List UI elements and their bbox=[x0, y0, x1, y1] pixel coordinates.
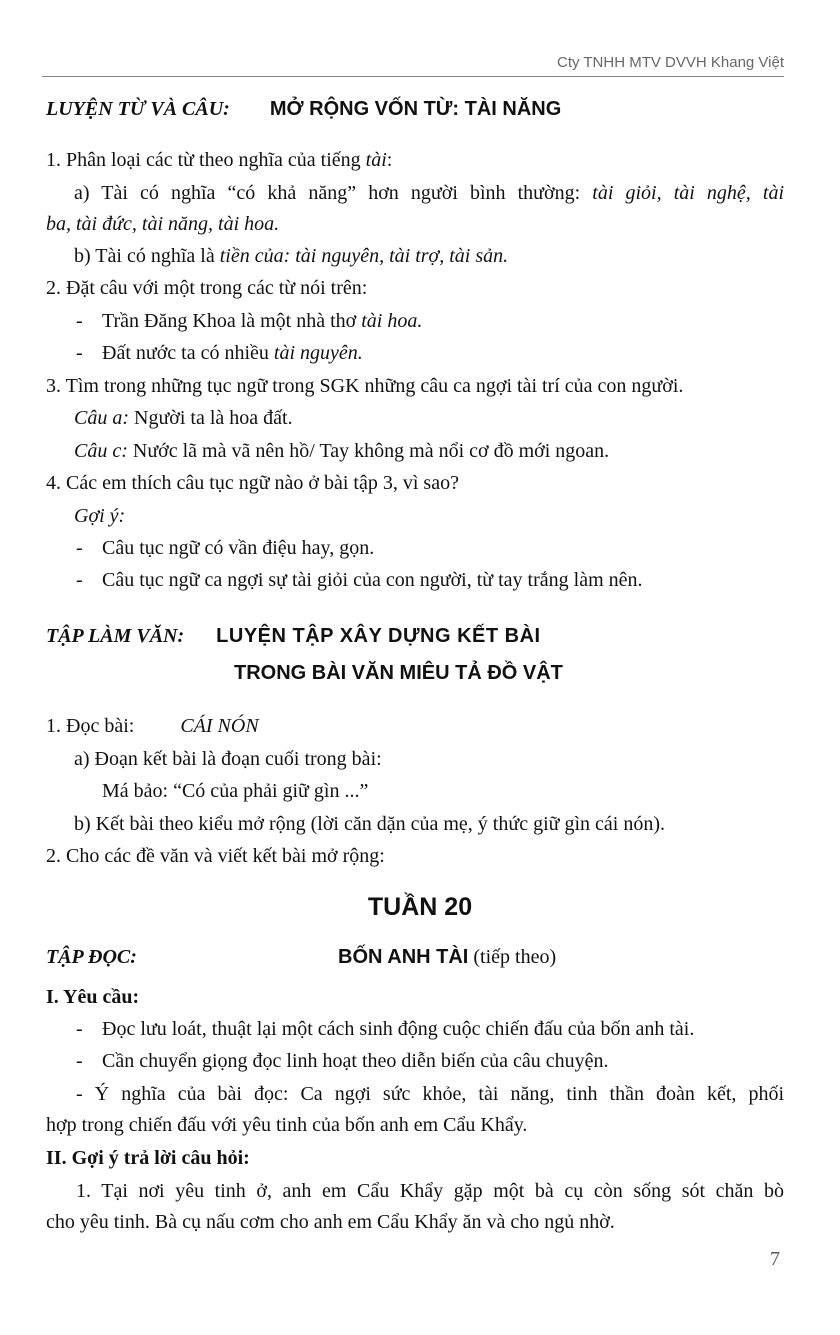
header-rule bbox=[42, 76, 784, 77]
reading-title: BỐN ANH TÀI bbox=[338, 946, 469, 968]
week-heading: TUẦN 20 bbox=[367, 893, 473, 921]
question-text: 1. Phân loại các từ theo nghĩa của tiếng bbox=[46, 149, 366, 171]
reading-title-line bbox=[338, 943, 784, 971]
list-item bbox=[46, 339, 784, 367]
list-item bbox=[46, 534, 784, 562]
requirements-heading: I. Yêu cầu: bbox=[46, 986, 140, 1008]
question-2: 2. Đặt câu với một trong các từ nói trên: bbox=[46, 277, 368, 299]
answer-1b bbox=[74, 242, 784, 270]
italic-label: Câu c: bbox=[74, 440, 128, 462]
answer-1a-line1 bbox=[74, 179, 784, 207]
answer-text: a) Tài có nghĩa “có khả năng” hơn người bình thường: bbox=[74, 182, 593, 204]
answer-b: b) Kết bài theo kiểu mở rộng (lời căn dặn của mẹ, ý thức giữ gìn cái nón). bbox=[74, 813, 665, 835]
proverb-a bbox=[74, 404, 784, 432]
dash-marker: - bbox=[76, 1050, 83, 1072]
item-text: Câu tục ngữ ca ngợi sự tài giỏi của con người, từ tay trắng làm nên. bbox=[102, 569, 643, 591]
dash-marker: - bbox=[76, 537, 83, 559]
proverb-c bbox=[74, 437, 784, 465]
question-3: 3. Tìm trong những tục ngữ trong SGK những câu ca ngợi tài trí của con người. bbox=[46, 375, 684, 397]
proverb-text: Nước lã mà vã nên hồ/ Tay không mà nổi cơ đồ mới ngoan. bbox=[127, 440, 610, 462]
item-text: Đọc lưu loát, thuật lại một cách sinh động cuộc chiến đấu của bốn anh tài. bbox=[102, 1018, 695, 1040]
answer-text: b) Tài có nghĩa là bbox=[74, 245, 220, 267]
item-text: Đất nước ta có nhiều bbox=[102, 342, 274, 364]
list-item-line1: - Ý nghĩa của bài đọc: Ca ngợi sức khỏe, tài năng, tinh thần đoàn kết, phối bbox=[76, 1083, 784, 1105]
italic-words: tài giỏi, tài nghệ, tài bbox=[592, 182, 784, 204]
section-title: LUYỆN TẬP XÂY DỰNG KẾT BÀI bbox=[216, 625, 541, 647]
dash-marker: - bbox=[76, 1018, 83, 1040]
list-item bbox=[46, 307, 784, 335]
list-item bbox=[46, 1047, 784, 1075]
item-text: Cần chuyển giọng đọc linh hoạt theo diễn biến của câu chuyện. bbox=[102, 1050, 609, 1072]
dash-marker: - bbox=[76, 342, 83, 364]
answer-1a-line2 bbox=[46, 210, 784, 238]
italic-word: tài nguyên. bbox=[273, 342, 363, 364]
proverb-text: Người ta là hoa đất. bbox=[129, 407, 293, 429]
section-title: MỞ RỘNG VỐN TỪ: TÀI NĂNG bbox=[269, 98, 562, 120]
answer-1-line1: 1. Tại nơi yêu tinh ở, anh em Cẩu Khẩy gặp một bà cụ còn sống sót chăn bò bbox=[76, 1180, 784, 1202]
section-title-line2 bbox=[234, 659, 784, 687]
dash-marker: - bbox=[76, 310, 83, 332]
italic-words: tiền của: tài nguyên, tài trợ, tài sản. bbox=[219, 245, 509, 267]
answer-a-quote: Má bảo: “Có của phải giữ gìn ...” bbox=[102, 780, 369, 802]
title-suffix: (tiếp theo) bbox=[468, 946, 557, 968]
question-4: 4. Các em thích câu tục ngữ nào ở bài tập 3, vì sao? bbox=[46, 472, 459, 494]
dash-marker: - bbox=[76, 569, 83, 591]
item-text: Trần Đăng Khoa là một nhà thơ bbox=[102, 310, 362, 332]
italic-label: Câu a: bbox=[74, 407, 129, 429]
section-label: LUYỆN TỪ VÀ CÂU: bbox=[46, 98, 230, 120]
punct: : bbox=[386, 149, 393, 171]
page-number: 7 bbox=[770, 1248, 780, 1270]
italic-label: Gợi ý: bbox=[74, 505, 126, 527]
answer-a: a) Đoạn kết bài là đoạn cuối trong bài: bbox=[74, 748, 382, 770]
item-text: Câu tục ngữ có vần điệu hay, gọn. bbox=[102, 537, 375, 559]
section-heading-tap-lam-van bbox=[46, 622, 784, 650]
question-text: 1. Đọc bài: bbox=[46, 715, 135, 737]
list-item bbox=[46, 566, 784, 594]
italic-words: ba, tài đức, tài năng, tài hoa. bbox=[46, 213, 280, 235]
question-1 bbox=[46, 146, 784, 174]
section-title: TRONG BÀI VĂN MIÊU TẢ ĐỒ VẬT bbox=[234, 662, 563, 684]
list-item bbox=[46, 1015, 784, 1043]
hints-heading: II. Gợi ý trả lời câu hỏi: bbox=[46, 1147, 250, 1169]
list-item-line2: hợp trong chiến đấu với yêu tinh của bốn anh em Cẩu Khẩy. bbox=[46, 1114, 528, 1136]
italic-word: tài bbox=[365, 149, 387, 171]
italic-word: tài hoa. bbox=[361, 310, 423, 332]
section-label: TẬP ĐỌC: bbox=[46, 946, 137, 968]
section-label: TẬP LÀM VĂN: bbox=[46, 625, 185, 647]
question-2: 2. Cho các đề văn và viết kết bài mở rộng: bbox=[46, 845, 385, 867]
hint-label bbox=[74, 502, 784, 530]
running-header: Cty TNHH MTV DVVH Khang Việt bbox=[556, 54, 784, 71]
section-heading-luyen-tu bbox=[46, 95, 784, 123]
question-1 bbox=[46, 712, 784, 740]
answer-1-line2: cho yêu tinh. Bà cụ nấu cơm cho anh em Cẩu Khẩy ăn và cho ngủ nhờ. bbox=[46, 1211, 615, 1233]
reading-title: CÁI NÓN bbox=[180, 715, 259, 737]
